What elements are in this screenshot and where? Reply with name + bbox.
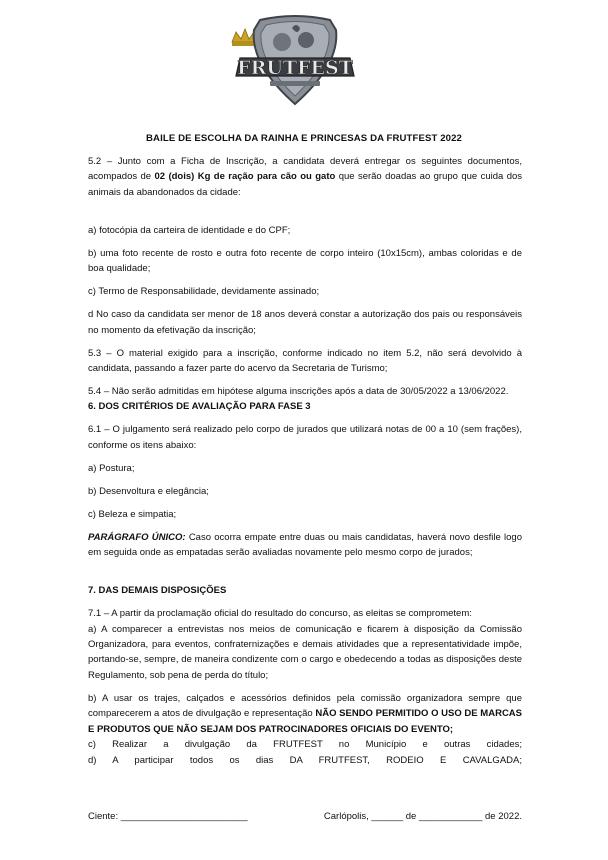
criterion-c: c) Beleza e simpatia;: [88, 508, 177, 520]
section-7-1: 7.1 – A partir da proclamação oficial do resultado do concurso, as eleitas se comprometem:: [88, 608, 472, 620]
section-7-1-d: d) A participar todos os dias DA FRUTFEST, RODEIO E CAVALGADA;: [88, 754, 522, 766]
frutfest-crest-logo: [226, 12, 364, 108]
date-location-line: Carlópolis, ______ de ____________ de 2022.: [323, 811, 522, 822]
section-7-1-a: a) A comparecer a entrevistas nos meios de comunicação e ficarem à disposição da Comissão Organizadora, para eventos, confraternizações e demais atividades que a representatividade impõe, portando-se, sempre, de maneira condizente com o cargo e obedecendo a todas as disposições deste Regulamento, sob pena de perda do título;: [88, 623, 522, 681]
section-6-heading: 6. DOS CRITÉRIOS DE AVALIAÇÃO PARA FASE 3: [88, 401, 311, 413]
doc-item-d: d No caso da candidata ser menor de 18 anos deverá constar a autorização dos pais ou responsáveis no momento da efetivação da inscrição;: [88, 309, 522, 336]
criterion-a: a) Postura;: [88, 462, 135, 474]
section-6-1: 6.1 – O julgamento será realizado pelo corpo de jurados que utilizará notas de 00 a 10 (sem frações), conforme os itens abaixo:: [88, 424, 522, 451]
section-5-4: 5.4 – Não serão admitidas em hipótese alguma inscrições após a data de 30/05/2022 a 13/06/2022.: [88, 386, 509, 398]
document-title: BAILE DE ESCOLHA DA RAINHA E PRINCESAS DA FRUTFEST 2022: [146, 133, 462, 144]
section-7-heading: 7. DAS DEMAIS DISPOSIÇÕES: [88, 585, 227, 597]
signature-footer: [88, 811, 522, 822]
paragrafo-unico: PARÁGRAFO ÚNICO: Caso ocorra empate entre duas ou mais candidatas, haverá novo desfile logo em seguida onde as empatadas serão avaliadas novamente pelo mesmo corpo de jurados;: [88, 531, 522, 559]
document-body: [88, 154, 522, 768]
criterion-b: b) Desenvoltura e elegância;: [88, 485, 209, 497]
logo-text: FRUTFEST: [237, 57, 353, 79]
section-7-1-c: c) Realizar a divulgação da FRUTFEST no Município e outras cidades;: [88, 739, 522, 751]
section-7-1-b: b) A usar os trajes, calçados e acessórios definidos pela comissão organizadora sempre que comparecerem a atos de divulgação e representação NÃO SENDO PERMITIDO O USO DE MARCAS E PRODUTOS QUE NÃO SEJAM DOS PATROCINADORES OFICIAIS DO EVENTO;: [88, 692, 523, 735]
doc-item-c: c) Termo de Responsabilidade, devidamente assinado;: [88, 286, 320, 298]
section-5-2: 5.2 – Junto com a Ficha de Inscrição, a candidata deverá entregar os seguintes documentos, acompados de 02 (dois) Kg de ração para cão ou gato que serão doadas ao grupo que cuida dos animais da abandonados da cidade:: [88, 156, 523, 198]
doc-item-a: a) fotocópia da carteira de identidade e do CPF;: [88, 224, 291, 236]
section-5-3: 5.3 – O material exigido para a inscrição, conforme indicado no item 5.2, não será devolvido à candidata, passando a fazer parte do acervo da Secretaria de Turismo;: [88, 347, 522, 375]
ciente-signature-line: Ciente: ________________________: [88, 811, 248, 822]
doc-item-b: b) uma foto recente de rosto e outra foto recente de corpo inteiro (10x15cm), ambas coloridas e de boa qualidade;: [88, 247, 522, 275]
